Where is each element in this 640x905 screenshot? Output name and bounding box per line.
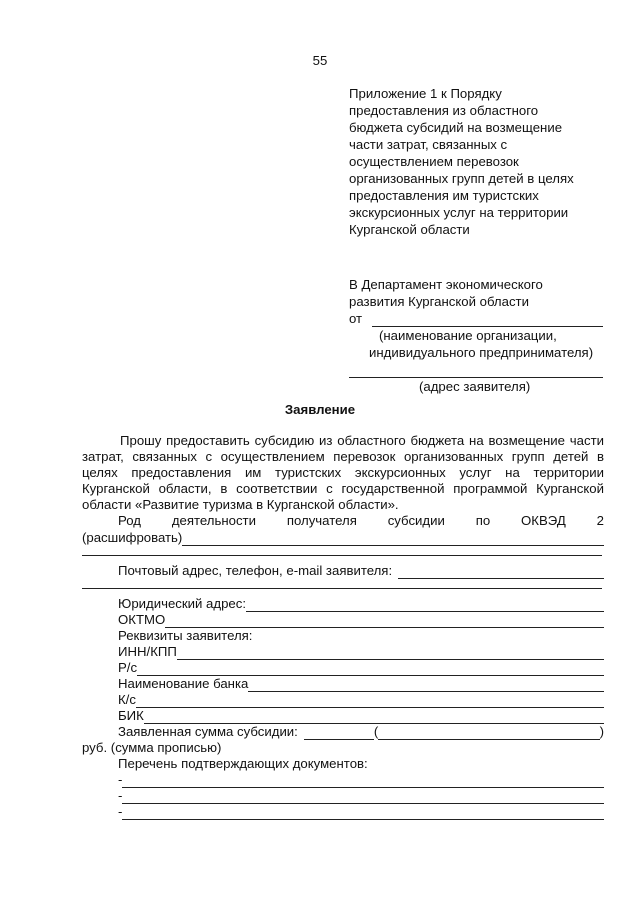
doc-item-row bbox=[118, 788, 604, 804]
page-number: 55 bbox=[312, 53, 328, 68]
from-row bbox=[349, 310, 609, 327]
org-caption: (наименование организации, bbox=[379, 328, 557, 343]
doc-item-row bbox=[118, 772, 604, 788]
address-field-row bbox=[349, 361, 609, 378]
appendix-heading bbox=[349, 86, 609, 239]
address-caption: (адрес заявителя) bbox=[419, 379, 531, 394]
recipient-line: В Департамент экономического bbox=[349, 277, 543, 292]
bik-label: БИК bbox=[118, 708, 144, 723]
decode-row bbox=[82, 530, 604, 546]
rs-row bbox=[118, 660, 604, 676]
doc-item-field[interactable] bbox=[122, 807, 604, 820]
postal-row bbox=[118, 563, 604, 579]
doc-dash: - bbox=[118, 804, 123, 819]
appendix-line: осуществлением перевозок bbox=[349, 154, 519, 169]
from-field[interactable] bbox=[372, 314, 603, 327]
requisites-row bbox=[118, 628, 604, 644]
bank-row bbox=[118, 676, 604, 692]
postal-label: Почтовый адрес, телефон, e-mail заявителя: bbox=[118, 563, 393, 578]
activity-word: Род bbox=[118, 513, 141, 528]
activity-word: субсидии bbox=[387, 513, 445, 528]
appendix-line: предоставления им туристских bbox=[349, 188, 539, 203]
appendix-line: Курганской области bbox=[349, 222, 470, 237]
appendix-line: экскурсионных услуг на территории bbox=[349, 205, 569, 220]
oktmo-label: ОКТМО bbox=[118, 612, 166, 627]
request-paragraph bbox=[82, 433, 604, 513]
inn-row bbox=[118, 644, 604, 660]
amount-open-paren: ( bbox=[373, 724, 379, 739]
rs-field[interactable] bbox=[137, 663, 604, 676]
appendix-line: Приложение 1 к Порядку bbox=[349, 86, 502, 101]
legal-address-label: Юридический адрес: bbox=[118, 596, 247, 611]
doc-dash: - bbox=[118, 788, 123, 803]
ks-label: К/с bbox=[118, 692, 136, 707]
ks-row bbox=[118, 692, 604, 708]
appendix-line: части затрат, связанных с bbox=[349, 137, 508, 152]
amount-close-paren: ) bbox=[599, 724, 604, 739]
address-field[interactable] bbox=[349, 365, 603, 378]
request-text: Прошу предоставить субсидию из областного бюджета на возмещение части затрат, связанных с осуществлением перевозок организованных групп детей в целях предоставления им туристских экскурсионных услуг на территории Курганской области, в соответствии с государственной программой Курганской области «Развитие туризма в Курганской области». bbox=[82, 433, 604, 512]
appendix-line: организованных групп детей в целях bbox=[349, 171, 574, 186]
amount-number-field[interactable] bbox=[304, 727, 374, 740]
appendix-line: предоставления из областного bbox=[349, 103, 539, 118]
legal-address-field[interactable] bbox=[246, 599, 604, 612]
rs-label: Р/с bbox=[118, 660, 138, 675]
legal-address-row bbox=[118, 596, 604, 612]
postal-field-line[interactable] bbox=[82, 588, 602, 589]
bank-label: Наименование банка bbox=[118, 676, 249, 691]
inn-label: ИНН/КПП bbox=[118, 644, 177, 659]
oktmo-field[interactable] bbox=[165, 615, 604, 628]
activity-word: ОКВЭД bbox=[521, 513, 566, 528]
recipient-block bbox=[349, 276, 609, 395]
rub-row bbox=[82, 740, 604, 756]
doc-dash: - bbox=[118, 772, 123, 787]
activity-row bbox=[118, 513, 604, 529]
recipient-line: развития Курганской области bbox=[349, 294, 529, 309]
amount-label: Заявленная сумма субсидии: bbox=[118, 724, 298, 739]
amount-row bbox=[118, 724, 604, 740]
activity-field[interactable] bbox=[182, 533, 604, 546]
amount-words-field[interactable] bbox=[378, 727, 599, 740]
doc-item-field[interactable] bbox=[122, 791, 604, 804]
oktmo-row bbox=[118, 612, 604, 628]
decode-label: (расшифровать) bbox=[82, 530, 183, 545]
bank-field[interactable] bbox=[248, 679, 604, 692]
docs-label: Перечень подтверждающих документов: bbox=[118, 756, 368, 771]
from-label: от bbox=[349, 311, 363, 326]
docs-row bbox=[118, 756, 604, 772]
activity-word: получателя bbox=[286, 513, 357, 528]
activity-field-line[interactable] bbox=[82, 555, 602, 556]
ks-field[interactable] bbox=[136, 695, 604, 708]
postal-field[interactable] bbox=[398, 566, 604, 579]
activity-word: деятельности bbox=[171, 513, 256, 528]
bik-row bbox=[118, 708, 604, 724]
doc-item-field[interactable] bbox=[122, 775, 604, 788]
rub-words-label: руб. (сумма прописью) bbox=[82, 740, 222, 755]
inn-field[interactable] bbox=[177, 647, 604, 660]
bik-field[interactable] bbox=[144, 711, 604, 724]
doc-item-row bbox=[118, 804, 604, 820]
activity-word: 2 bbox=[596, 513, 604, 528]
document-title: Заявление bbox=[284, 402, 356, 417]
requisites-label: Реквизиты заявителя: bbox=[118, 628, 253, 643]
appendix-line: бюджета субсидий на возмещение bbox=[349, 120, 563, 135]
org-caption: индивидуального предпринимателя) bbox=[369, 345, 594, 360]
activity-word: по bbox=[475, 513, 491, 528]
